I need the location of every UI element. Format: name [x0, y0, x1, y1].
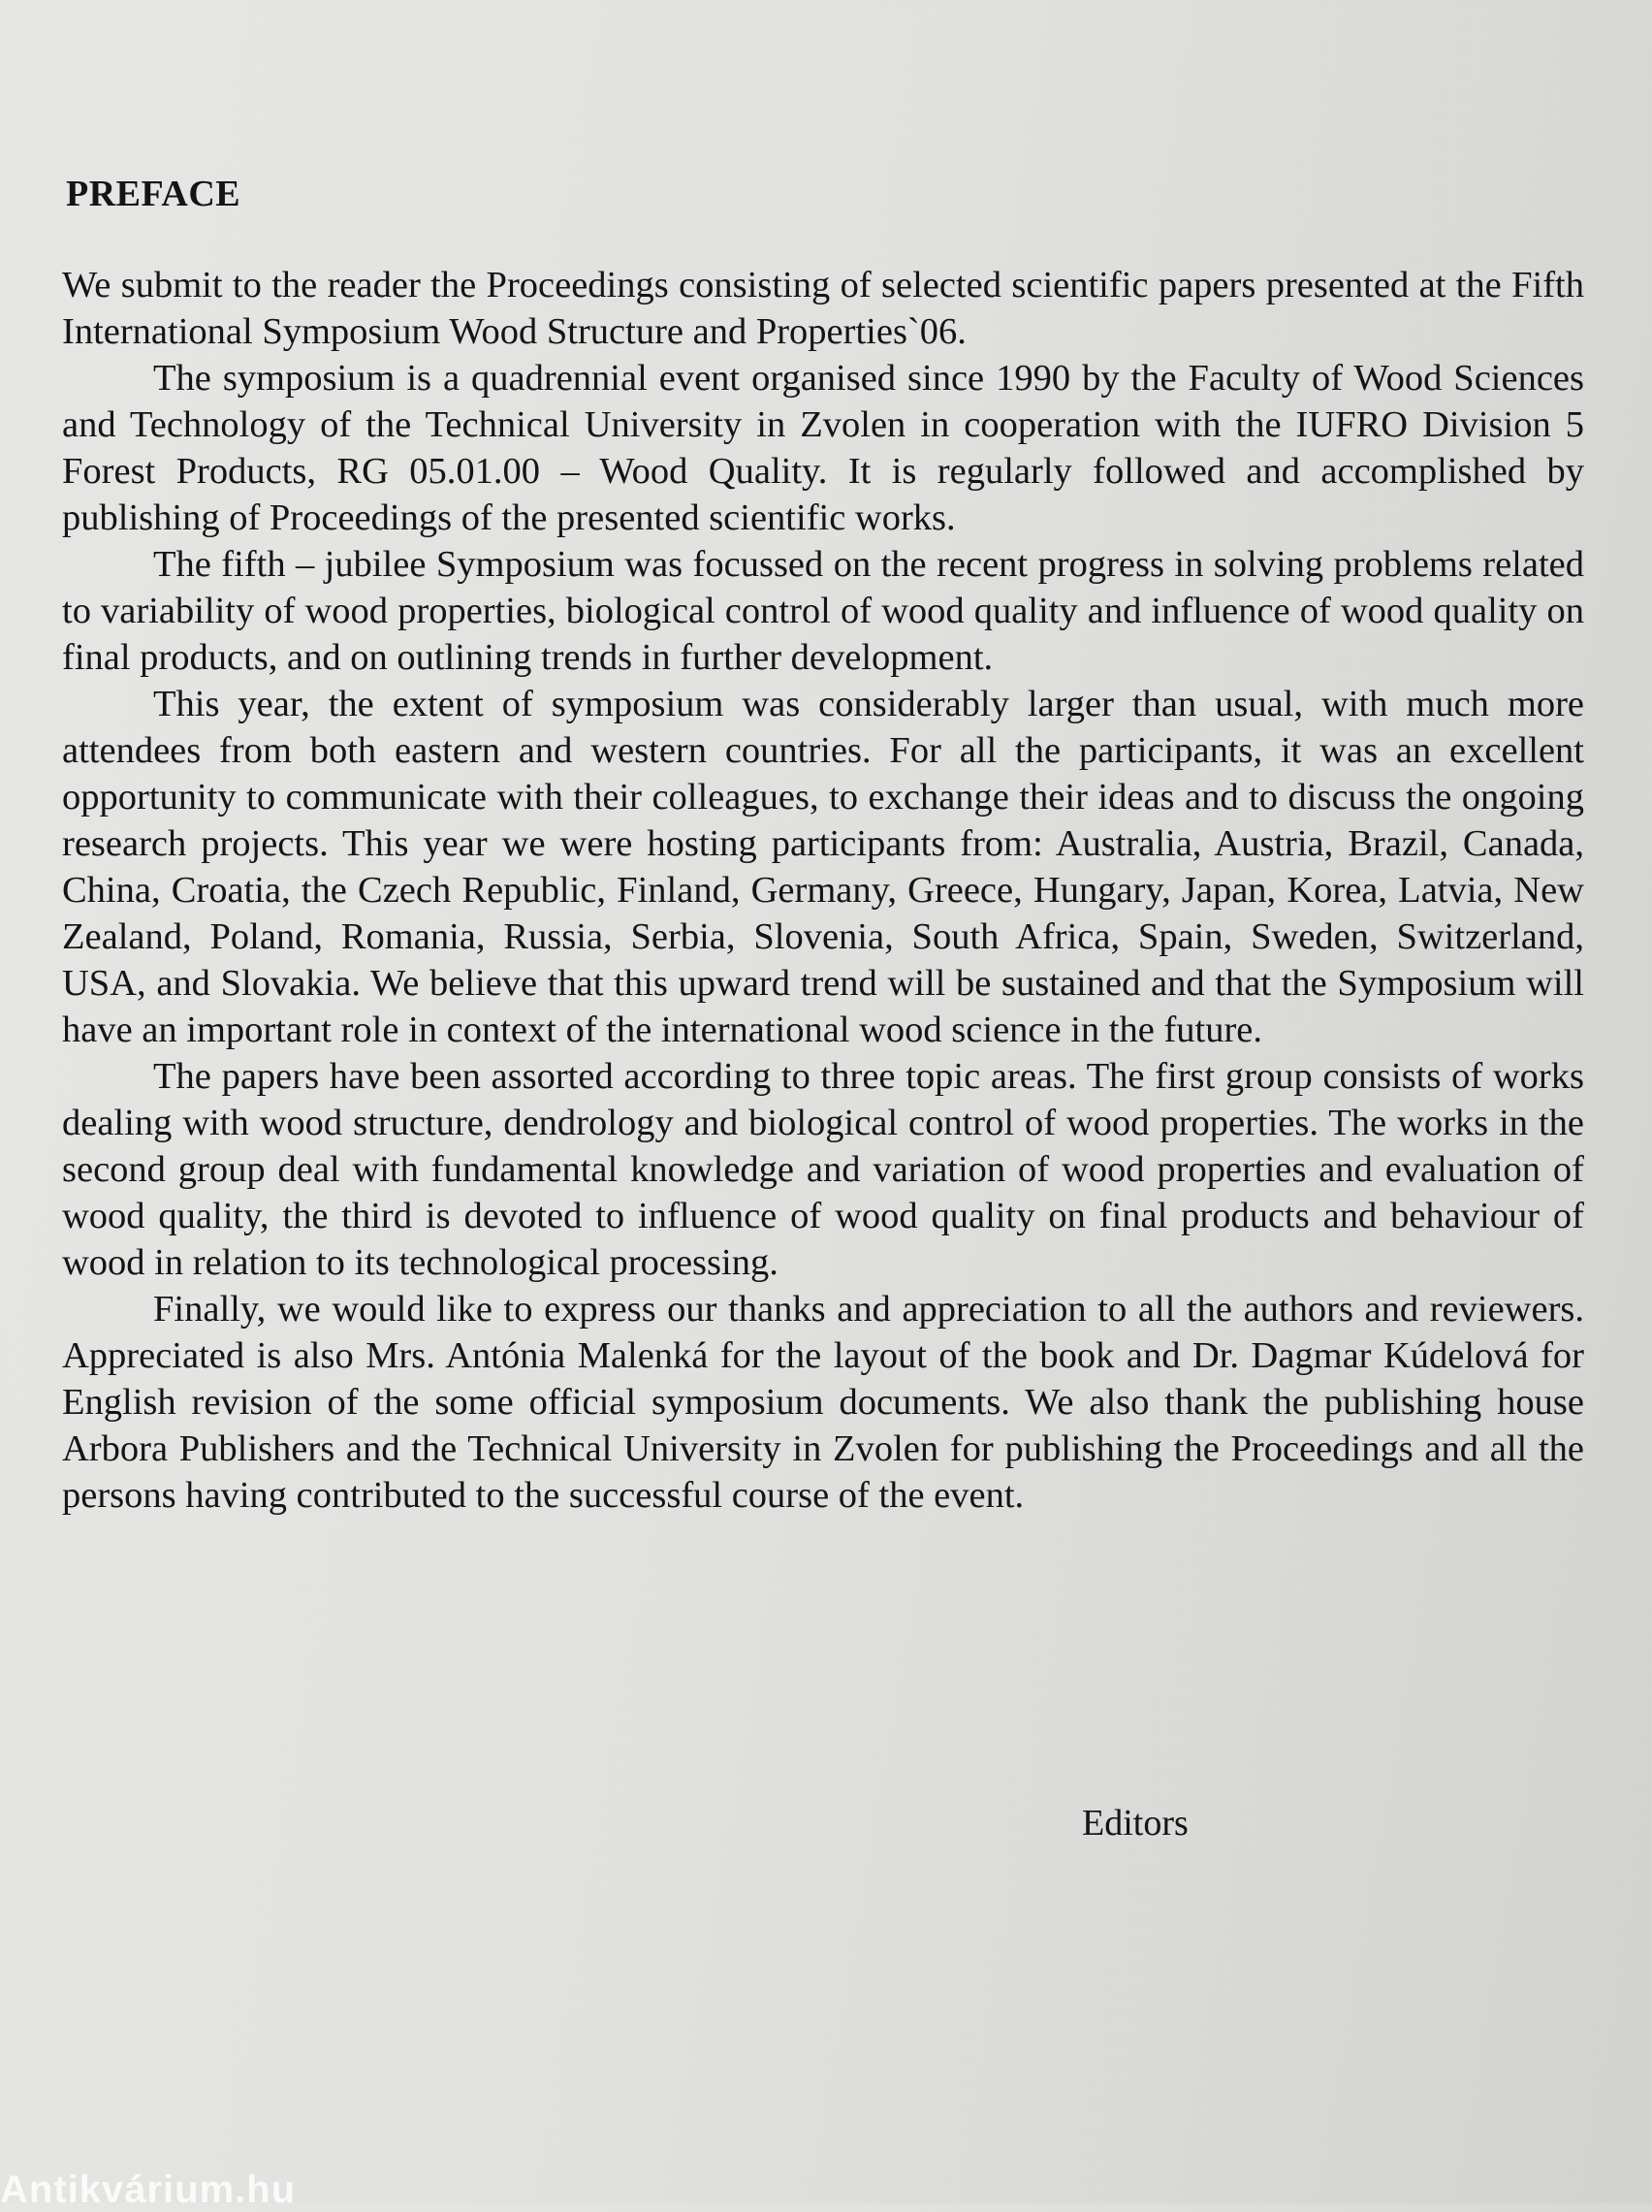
paragraph: We submit to the reader the Proceedings consisting of selected scientific papers presented at the Fifth International Symposium Wood Structure and Properties`06. [62, 265, 1584, 352]
page-title: PREFACE [66, 174, 241, 214]
preface-body [62, 262, 1584, 1519]
paragraph: Finally, we would like to express our thanks and appreciation to all the authors and reviewers. Appreciated is also Mrs. Antónia Malenká for the layout of the book and Dr. Dagmar Kúdelová for English revision of the some official symposium documents. We also thank the publishing house Arbora Publishers and the Technical University in Zvolen for publishing the Proceedings and all the persons having contributed to the successful course of the event. [62, 1289, 1584, 1516]
paragraph: This year, the extent of symposium was considerably larger than usual, with much more attendees from both eastern and western countries. For all the participants, it was an excellent opportunity to communicate with their colleagues, to exchange their ideas and to discuss the ongoing research projects. This year we were hosting participants from: Australia, Austria, Brazil, Canada, China, Croatia, the Czech Republic, Finland, Germany, Greece, Hungary, Japan, Korea, Latvia, New Zealand, Poland, Romania, Russia, Serbia, Slovenia, South Africa, Spain, Sweden, Switzerland, USA, and Slovakia. We believe that this upward trend will be sustained and that the Symposium will have an important role in context of the international wood science in the future. [62, 684, 1584, 1050]
signature: Editors [1082, 1803, 1189, 1843]
watermark: Antikvárium.hu [0, 2168, 297, 2211]
paragraph: The fifth – jubilee Symposium was focussed on the recent progress in solving problems related to variability of wood properties, biological control of wood quality and influence of wood quality on final products, and on outlining trends in further development. [62, 544, 1584, 678]
paragraph: The symposium is a quadrennial event organised since 1990 by the Faculty of Wood Sciences and Technology of the Technical University in Zvolen in cooperation with the IUFRO Division 5 Forest Products, RG 05.01.00 – Wood Quality. It is regularly followed and accomplished by publishing of Proceedings of the presented scientific works. [62, 358, 1584, 538]
paragraph: The papers have been assorted according to three topic areas. The first group consists of works dealing with wood structure, dendrology and biological control of wood properties. The works in the second group deal with fundamental knowledge and variation of wood properties and evaluation of wood quality, the third is devoted to influence of wood quality on final products and behaviour of wood in relation to its technological processing. [62, 1056, 1584, 1283]
